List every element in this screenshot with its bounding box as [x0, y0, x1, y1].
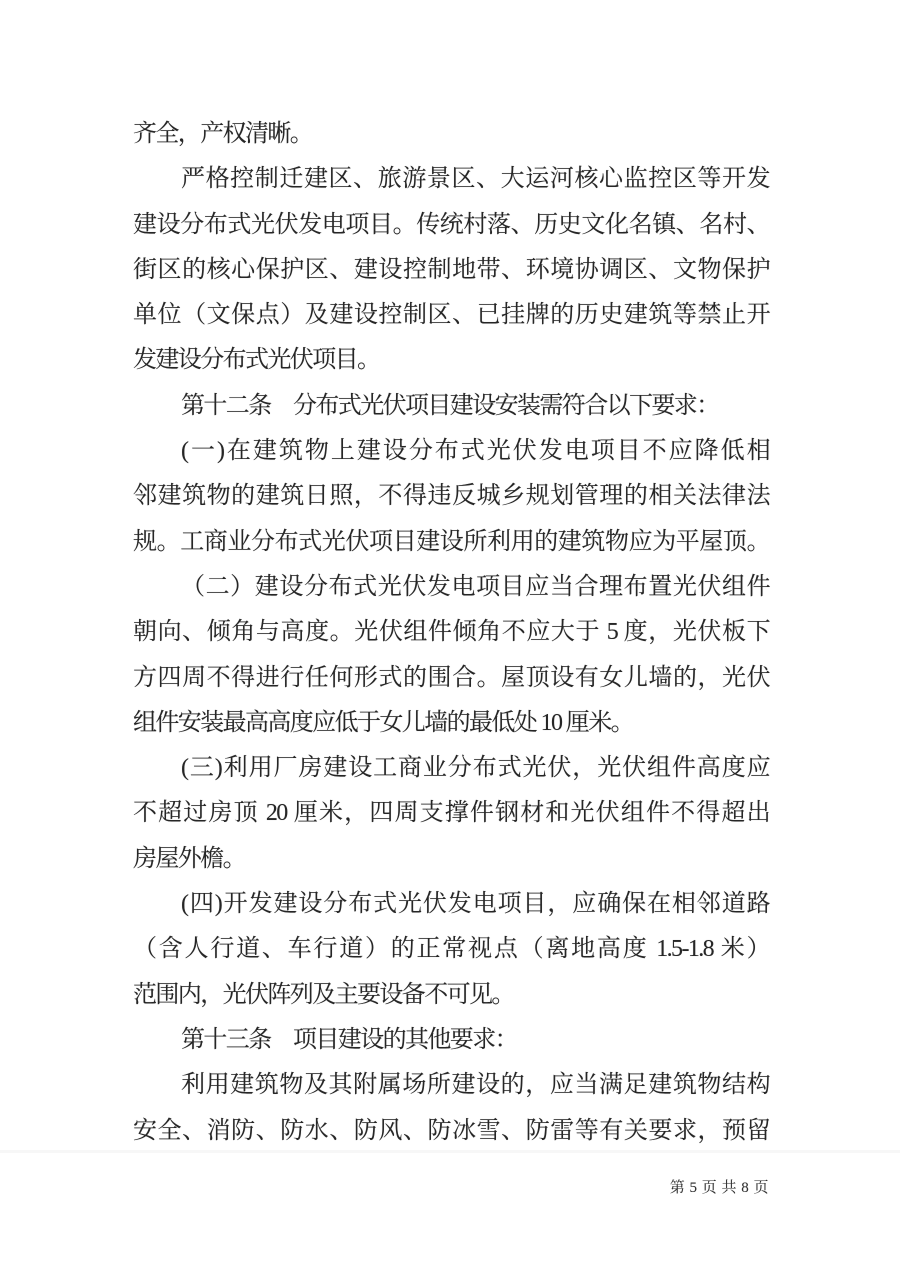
document-line: (三)利用厂房建设工商业分布式光伏，光伏组件高度应: [181, 755, 769, 782]
page-number-footer: 第 5 页 共 8 页: [669, 1180, 769, 1196]
document-line: 邻建筑物的建筑日照，不得违反城乡规划管理的相关法律法: [133, 483, 769, 510]
document-line: 建设分布式光伏发电项目。传统村落、历史文化名镇、名村、: [133, 211, 769, 238]
document-line: (一)在建筑物上建设分布式光伏发电项目不应降低相: [181, 438, 769, 465]
document-line: 严格控制迁建区、旅游景区、大运河核心监控区等开发: [181, 166, 769, 193]
document-line: 安全、消防、防水、防风、防冰雪、防雷等有关要求，预留: [133, 1117, 769, 1144]
document-line-article-heading: 第十三条 项目建设的其他要求：: [181, 1026, 517, 1053]
document-line-article-heading: 第十二条 分布式光伏项目建设安装需符合以下要求：: [181, 392, 719, 419]
document-line: 朝向、倾角与高度。光伏组件倾角不应大于 5 度，光伏板下: [133, 619, 769, 646]
document-body: [133, 112, 769, 1154]
scan-artifact: [0, 1150, 900, 1153]
document-line: 齐全，产权清晰。: [133, 121, 313, 147]
document-line: 规。工商业分布式光伏项目建设所利用的建筑物应为平屋顶。: [133, 528, 769, 555]
document-line: 不超过房顶 20 厘米，四周支撑件钢材和光伏组件不得超出: [133, 800, 769, 827]
document-line: （二）建设分布式光伏发电项目应当合理布置光伏组件: [181, 573, 769, 600]
document-line: 房屋外檐。: [133, 845, 245, 872]
document-line: 方四周不得进行任何形式的围合。屋顶设有女儿墙的，光伏: [133, 664, 769, 691]
document-line: 发建设分布式光伏项目。: [133, 347, 380, 374]
document-line: 组件安装最高高度应低于女儿墙的最低处 10 厘米。: [133, 709, 633, 736]
document-line: 利用建筑物及其附属场所建设的，应当满足建筑物结构: [181, 1072, 769, 1099]
document-line: 街区的核心保护区、建设控制地带、环境协调区、文物保护: [133, 256, 769, 283]
document-line: (四)开发建设分布式光伏发电项目，应确保在相邻道路: [181, 891, 769, 918]
document-line: 范围内，光伏阵列及主要设备不可见。: [133, 981, 514, 1008]
document-line: 单位（文保点）及建设控制区、已挂牌的历史建筑等禁止开: [133, 302, 769, 329]
document-line: （含人行道、车行道）的正常视点（离地高度 1.5-1.8 米）: [133, 936, 769, 963]
